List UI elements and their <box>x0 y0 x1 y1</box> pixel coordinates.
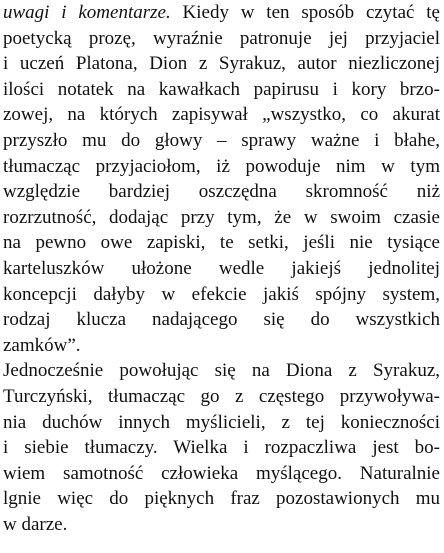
text-line: i siebie tłumaczy. Wielka i rozpaczliwa jest bo- <box>3 437 440 459</box>
text-line: ilości notatek na kawałkach papirusu i kory brzo- <box>3 78 440 100</box>
text-line: karteluszków ułożone wedle jakiejś jednolitej <box>3 257 440 279</box>
text-line: rozrzutność, dodając przy tym, że w swoim czasie <box>3 206 440 228</box>
text-line: przyszło mu do głowy – sprawy ważne i błahe, <box>3 129 440 151</box>
text-line: lgnie więc do pięknych fraz pozostawionych mu <box>3 488 440 510</box>
text-line: poetycką prozę, wyraźnie patronuje jej przyjaciel <box>3 27 440 49</box>
text-line: względzie bardziej oszczędna skromność niż <box>3 181 440 203</box>
text-line: koncepcji dałyby w efekcie jakiś spójny system, <box>3 283 440 305</box>
text-line: nia duchów innych myślicieli, z tej konieczności <box>3 411 440 433</box>
text-line: w darze. <box>3 513 68 535</box>
text-line: zowej, na których zapisywał „wszystko, co akurat <box>3 104 440 126</box>
text-line: rodzaj klucza nadającego się do wszystkich <box>3 309 440 331</box>
paragraph-1 <box>3 0 440 358</box>
text-line: wiem samotność człowieka myślącego. Naturalnie <box>3 462 440 484</box>
text-line: Turczyński, tłumacząc go z częstego przywoływa- <box>3 385 440 407</box>
text-line <box>3 0 440 26</box>
text-line: Jednocześnie powołując się na Diona z Syrakuz, <box>3 360 440 382</box>
text-line: zamków”. <box>3 334 81 356</box>
italic-phrase: uwagi i komentarze. <box>3 2 171 23</box>
text-line-content: Kiedy w ten sposób czytać tę <box>170 2 440 23</box>
text-line: tłumacząc przyjaciołom, iż powoduje nim w tym <box>3 155 440 177</box>
text-line: i uczeń Platona, Dion z Syrakuz, autor niezliczonej <box>3 53 440 75</box>
paragraph-2 <box>3 358 440 537</box>
text-line: na pewno owe zapiski, te setki, jeśli nie tysiące <box>3 232 440 254</box>
